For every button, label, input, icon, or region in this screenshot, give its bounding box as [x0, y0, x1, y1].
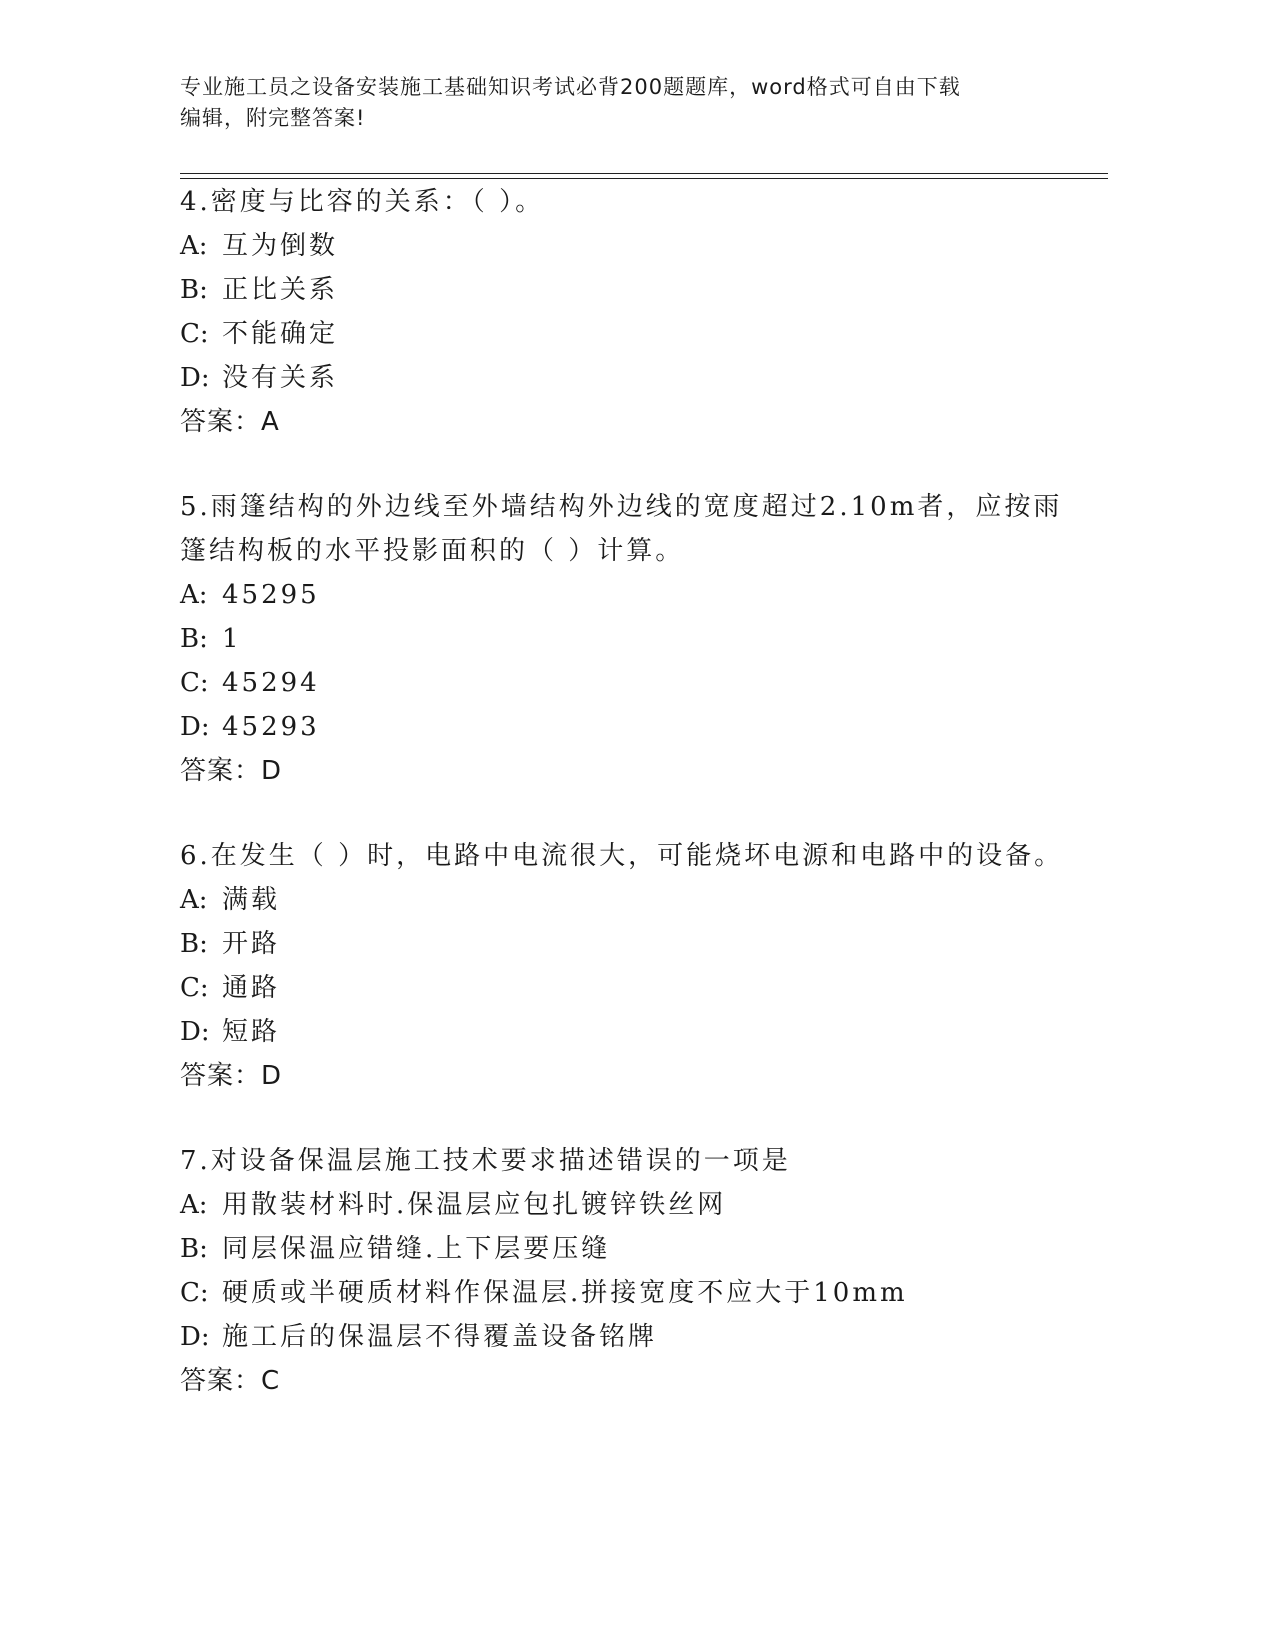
option-key: B:: [180, 929, 208, 959]
option-key: B:: [180, 624, 208, 654]
header-line-2: 编辑，附完整答案!: [180, 106, 366, 130]
question-block: [180, 834, 1064, 1098]
option-a: [180, 1183, 1060, 1227]
option-key: C:: [180, 973, 209, 1003]
answer-line: 答案：A: [180, 407, 280, 437]
option-text: 45295: [222, 580, 320, 610]
question-block: [180, 180, 1060, 444]
option-text: 硬质或半硬质材料作保温层.拼接宽度不应大于10mm: [222, 1278, 908, 1308]
question-stem-line: 5.雨篷结构的外边线至外墙结构外边线的宽度超过2.10m者，应按雨: [180, 492, 1063, 522]
option-text: 满载: [222, 885, 281, 915]
option-text: 互为倒数: [222, 231, 339, 261]
question-stem-line: 6.在发生（ ）时，电路中电流很大，可能烧坏电源和电路中的设备。: [180, 841, 1064, 871]
option-d: [180, 1010, 1060, 1054]
option-text: 施工后的保温层不得覆盖设备铭牌: [222, 1322, 658, 1352]
option-text: 没有关系: [222, 363, 339, 393]
option-c: [180, 661, 1060, 705]
header-divider-bottom: [180, 178, 1108, 179]
option-d: [180, 356, 1060, 400]
answer-line: 答案：D: [180, 1061, 283, 1091]
option-key: C:: [180, 319, 209, 349]
option-b: [180, 922, 1060, 966]
option-key: A:: [180, 1190, 208, 1220]
question-stem-line: 7.对设备保温层施工技术要求描述错误的一项是: [180, 1146, 791, 1176]
option-b: [180, 268, 1060, 312]
option-a: [180, 878, 1060, 922]
option-c: [180, 312, 1060, 356]
option-text: 45294: [222, 668, 320, 698]
option-key: D:: [180, 1017, 210, 1047]
option-key: A:: [180, 231, 208, 261]
option-text: 45293: [222, 712, 320, 742]
option-d: [180, 705, 1060, 749]
question-block: [180, 485, 1063, 793]
document-header: [180, 72, 1060, 134]
question-stem-line: 4.密度与比容的关系：（ ）。: [180, 187, 545, 217]
option-text: 通路: [222, 973, 281, 1003]
option-text: 用散装材料时.保温层应包扎镀锌铁丝网: [222, 1190, 727, 1220]
option-key: C:: [180, 668, 209, 698]
question-stem: [180, 834, 1064, 878]
option-key: A:: [180, 885, 208, 915]
option-key: D:: [180, 363, 210, 393]
option-text: 正比关系: [222, 275, 339, 305]
answer-line: 答案：C: [180, 1366, 281, 1396]
option-text: 不能确定: [222, 319, 339, 349]
option-text: 1: [222, 624, 242, 654]
question-block: [180, 1139, 1060, 1403]
header-line-1: 专业施工员之设备安装施工基础知识考试必背200题题库，word格式可自由下载: [180, 75, 961, 99]
option-key: C:: [180, 1278, 209, 1308]
option-key: D:: [180, 712, 210, 742]
question-stem: [180, 1139, 1060, 1183]
option-key: B:: [180, 1234, 208, 1264]
option-key: D:: [180, 1322, 210, 1352]
option-a: [180, 224, 1060, 268]
option-text: 同层保温应错缝.上下层要压缝: [222, 1234, 611, 1264]
option-key: A:: [180, 580, 208, 610]
option-b: [180, 1227, 1060, 1271]
question-stem: [180, 180, 1060, 224]
option-b: [180, 617, 1060, 661]
header-divider-top: [180, 173, 1108, 174]
option-d: [180, 1315, 1060, 1359]
question-stem: [180, 485, 1063, 573]
option-key: B:: [180, 275, 208, 305]
answer-line: 答案：D: [180, 756, 283, 786]
option-c: [180, 966, 1060, 1010]
option-text: 开路: [222, 929, 281, 959]
option-text: 短路: [222, 1017, 281, 1047]
question-stem-line: 篷结构板的水平投影面积的（ ）计算。: [180, 536, 685, 566]
option-a: [180, 573, 1060, 617]
option-c: [180, 1271, 1060, 1315]
